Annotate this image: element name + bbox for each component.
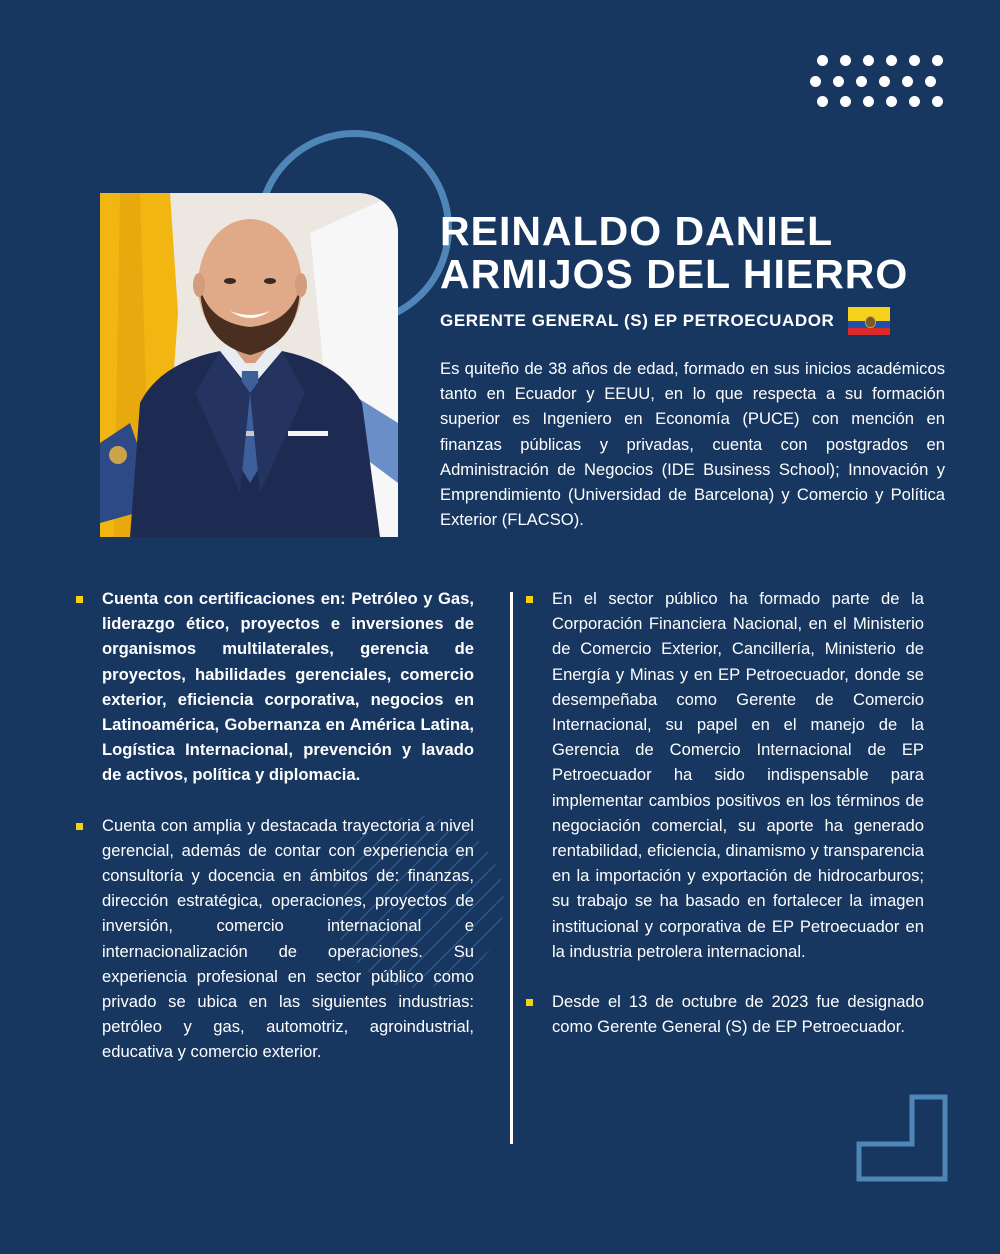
list-item (76, 813, 474, 1065)
corner-bracket-decoration (856, 1094, 948, 1182)
dot (840, 55, 851, 66)
list-item (76, 586, 474, 788)
intro-paragraph: Es quiteño de 38 años de edad, formado en sus inicios académicos tanto en Ecuador y EEUU, en lo que respecta a su formación superior es Ingeniero en Economía (PUCE) con mención en finanzas públicas y privadas, cuenta con postgrados en Administración de Negocios (IDE Business School); Innovación y Emprendimiento (Universidad de Barcelona) y Comercio y Política Exterior (FLACSO). (440, 359, 945, 530)
list-item-text: En el sector público ha formado parte de la Corporación Financiera Nacional, en el Ministerio de Comercio Exterior, Cancillería, Ministerio de Energía y Minas y en EP Petroecuador, donde se desempeñaba como Gerente de Comercio Internacional, su papel en el manejo de la Gerencia de Comercio Internacional de EP Petroecuador ha sido indispensable para implementar cambios positivos en los términos de negociación comercial, su aporte ha generado rentabilidad, eficiencia, dinamismo y transparencia en la importación y exportación de hidrocarburos; su trabajo se ha basado en fortalecer la imagen institucional y corporativa de EP Petroecuador en la industria petrolera internacional. (552, 589, 924, 961)
dot-grid-decoration (805, 52, 945, 112)
dot (909, 96, 920, 107)
dot (932, 55, 943, 66)
dot (886, 96, 897, 107)
dot (840, 96, 851, 107)
portrait-photo (100, 193, 398, 537)
dot (932, 96, 943, 107)
dot (817, 96, 828, 107)
dot (817, 55, 828, 66)
bullet-square-icon (526, 596, 533, 603)
role-line (440, 306, 890, 336)
list-item (526, 989, 924, 1039)
left-column (76, 586, 474, 1065)
right-column (526, 586, 924, 1039)
role-title: GERENTE GENERAL (S) EP PETROECUADOR (440, 311, 835, 330)
list-item-text: Desde el 13 de octubre de 2023 fue designado como Gerente General (S) de EP Petroecuador. (552, 992, 924, 1037)
dot (925, 76, 936, 87)
list-item-text: Cuenta con certificaciones en: Petróleo y Gas, liderazgo ético, proyectos e inversiones de organismos multilaterales, gerencia de proyectos, habilidades gerenciales, comercio exterior, eficiencia corporativa, negocios en Latinoamérica, Gobernanza en América Latina, Logística Internacional, prevención y lavado de activos, política y diplomacia. (102, 589, 474, 785)
list-item (526, 586, 924, 964)
list-item-text: Cuenta con amplia y destacada trayectoria a nivel gerencial, además de contar con experiencia en consultoría y docencia en ámbitos de: finanzas, dirección estratégica, operaciones, proyectos de inversión, comercio internacional e internacionalización de operaciones. Su experiencia profesional en sector público como privado se ubica en las siguientes industrias: petróleo y gas, automotriz, agroindustrial, educativa y comercio exterior. (102, 815, 474, 1062)
dot (833, 76, 844, 87)
person-name (440, 210, 908, 296)
bullet-square-icon (76, 823, 83, 830)
bullet-square-icon (76, 596, 83, 603)
name-line-2: ARMIJOS DEL HIERRO (440, 251, 909, 297)
ecuador-flag-icon (848, 307, 890, 335)
dot (863, 96, 874, 107)
dot (856, 76, 867, 87)
dot (902, 76, 913, 87)
column-divider (510, 592, 513, 1144)
dot (886, 55, 897, 66)
portrait-illustration (100, 193, 398, 537)
dot (863, 55, 874, 66)
name-line-1: REINALDO DANIEL (440, 208, 834, 254)
dot (909, 55, 920, 66)
dot (810, 76, 821, 87)
dot (879, 76, 890, 87)
bullet-square-icon (526, 999, 533, 1006)
